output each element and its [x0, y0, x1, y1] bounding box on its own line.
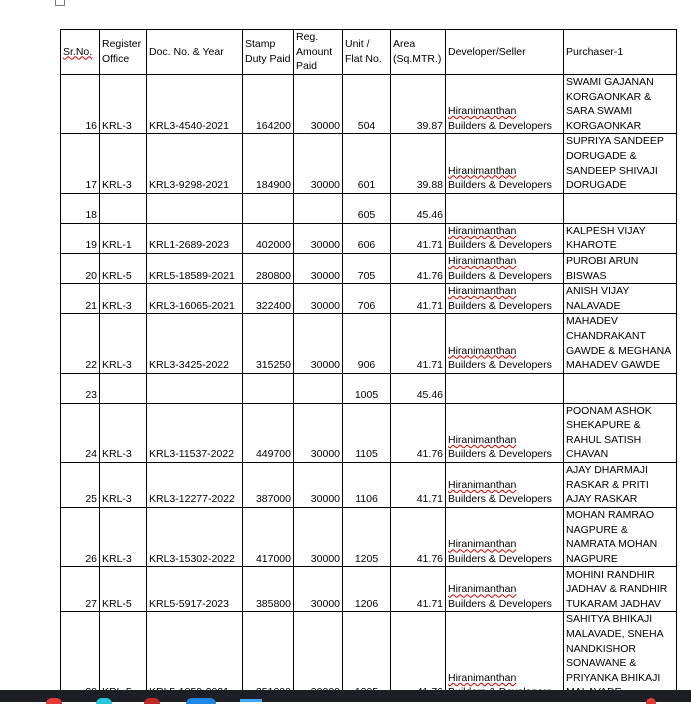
register-office-cell: KRL-5: [100, 567, 147, 612]
sr-no-cell: 19: [61, 223, 100, 253]
developer-name-line2: Builders & Developers: [448, 359, 552, 372]
stamp-duty-cell: 387000: [243, 463, 294, 508]
unit-flat-cell: 705: [343, 253, 391, 283]
doc-no-cell: KRL3-4540-2021: [147, 75, 243, 134]
stamp-duty-cell: [243, 193, 294, 223]
stamp-duty-cell: 385800: [243, 567, 294, 612]
unit-flat-cell: 1205: [343, 508, 391, 567]
stamp-duty-cell: 449700: [243, 403, 294, 462]
doc-no-cell: KRL5-5917-2023: [147, 567, 243, 612]
purchaser-cell: KALPESH VIJAY KHAROTE: [564, 223, 677, 253]
doc-no-cell: KRL3-11537-2022: [147, 403, 243, 462]
developer-name-line2: Builders & Developers: [448, 239, 552, 252]
unit-flat-cell: 601: [343, 134, 391, 193]
developer-name-line2: Builders & Developers: [448, 493, 552, 506]
area-cell: 39.87: [391, 75, 446, 134]
developer-cell: [446, 373, 564, 403]
header-purchaser: Purchaser-1: [564, 30, 677, 75]
register-office-cell: [100, 612, 147, 701]
developer-name-line1: Hiranimanthan: [448, 538, 517, 551]
table-row: [61, 567, 677, 612]
reg-amount-cell: 30000: [294, 567, 343, 612]
red-app-icon[interactable]: [46, 698, 62, 704]
header-doc-no: Doc. No. & Year: [147, 30, 243, 75]
unit-flat-cell: [343, 612, 391, 701]
table-row: [61, 134, 677, 193]
purchaser-cell: MOHINI RANDHIR JADHAV & RANDHIR TUKARAM JADHAV: [564, 567, 677, 612]
table-row: [61, 373, 677, 403]
purchaser-cell: ANISH VIJAY NALAVADE: [564, 284, 677, 314]
developer-name-line1: Hiranimanthan: [448, 285, 517, 298]
unit-flat-cell: 605: [343, 193, 391, 223]
reg-amount-cell: [294, 612, 343, 701]
reg-amount-cell: 30000: [294, 314, 343, 373]
sr-no-cell: [61, 612, 100, 701]
reg-amount-cell: 30000: [294, 134, 343, 193]
table-row: [61, 193, 677, 223]
area-cell: 41.71: [391, 463, 446, 508]
developer-name-line1: Hiranimanthan: [448, 671, 517, 684]
blue-app-icon[interactable]: [186, 698, 216, 704]
stamp-duty-cell: 184900: [243, 134, 294, 193]
register-office-cell: [100, 193, 147, 223]
header-sr-no: Sr.No.: [61, 30, 100, 75]
reg-amount-cell: 30000: [294, 463, 343, 508]
developer-cell: [446, 314, 564, 373]
stamp-duty-cell: [243, 373, 294, 403]
unit-flat-cell: 906: [343, 314, 391, 373]
sr-no-cell: 22: [61, 314, 100, 373]
doc-no-cell: KRL5-18589-2021: [147, 253, 243, 283]
purchaser-cell: [564, 193, 677, 223]
unit-flat-cell: 1206: [343, 567, 391, 612]
doc-no-cell: [147, 373, 243, 403]
reg-amount-cell: 30000: [294, 253, 343, 283]
header-register-office: Register Office: [100, 30, 147, 75]
developer-cell: [446, 223, 564, 253]
developer-cell: [446, 612, 564, 701]
purchaser-cell: AJAY DHARMAJI RASKAR & PRITI AJAY RASKAR: [564, 463, 677, 508]
register-office-cell: KRL-1: [100, 223, 147, 253]
developer-name-line2: Builders & Developers: [448, 269, 552, 282]
sr-no-cell: 27: [61, 567, 100, 612]
area-cell: 41.76: [391, 403, 446, 462]
sr-no-cell: 16: [61, 75, 100, 134]
area-cell: 41.76: [391, 253, 446, 283]
developer-name-line1: Hiranimanthan: [448, 478, 517, 491]
sr-no-cell: 17: [61, 134, 100, 193]
stamp-duty-cell: 164200: [243, 75, 294, 134]
table-body: [61, 75, 677, 701]
purchaser-cell: MAHADEV CHANDRAKANT GAWDE & MEGHANA MAHADEV GAWDE: [564, 314, 677, 373]
unit-flat-cell: 1106: [343, 463, 391, 508]
tray-red-icon[interactable]: [646, 698, 656, 704]
reg-amount-cell: 30000: [294, 508, 343, 567]
doc-no-cell: KRL3-9298-2021: [147, 134, 243, 193]
purchaser-cell: SWAMI GAJANAN KORGAONKAR & SARA SWAMI KORGAONKAR: [564, 75, 677, 134]
table-row: [61, 463, 677, 508]
stamp-duty-cell: 315250: [243, 314, 294, 373]
developer-name-line2: Builders & Developers: [448, 179, 552, 192]
table-header: [61, 30, 677, 75]
unit-flat-cell: 504: [343, 75, 391, 134]
sr-no-cell: 20: [61, 253, 100, 283]
taskbar: [0, 690, 691, 702]
developer-name-line2: Builders & Developers: [448, 119, 552, 132]
sr-no-cell: 24: [61, 403, 100, 462]
developer-cell: [446, 253, 564, 283]
register-office-cell: KRL-3: [100, 463, 147, 508]
register-office-cell: [100, 373, 147, 403]
table-row: [61, 612, 677, 701]
header-reg-amount: Reg. Amount Paid: [294, 30, 343, 75]
stamp-duty-cell: [243, 612, 294, 701]
developer-name-line2: Builders & Developers: [448, 597, 552, 610]
unit-flat-cell: 706: [343, 284, 391, 314]
header-unit-flat: Unit / Flat No.: [343, 30, 391, 75]
header-stamp-duty: Stamp Duty Paid: [243, 30, 294, 75]
registration-table: [60, 29, 677, 701]
register-office-cell: KRL-3: [100, 134, 147, 193]
developer-cell: [446, 567, 564, 612]
table-row: [61, 223, 677, 253]
sr-no-cell: 26: [61, 508, 100, 567]
developer-cell: [446, 508, 564, 567]
reg-amount-cell: 30000: [294, 284, 343, 314]
developer-cell: [446, 134, 564, 193]
table-row: [61, 403, 677, 462]
stamp-duty-cell: 322400: [243, 284, 294, 314]
area-cell: 39.88: [391, 134, 446, 193]
developer-name-line1: Hiranimanthan: [448, 254, 517, 267]
register-office-cell: KRL-5: [100, 253, 147, 283]
register-office-cell: KRL-3: [100, 75, 147, 134]
table-row: [61, 508, 677, 567]
register-office-cell: KRL-3: [100, 284, 147, 314]
purchaser-cell: POONAM ASHOK SHEKAPURE & RAHUL SATISH CHAVAN: [564, 403, 677, 462]
purchaser-cell: [564, 373, 677, 403]
reg-amount-cell: 30000: [294, 403, 343, 462]
table-row: [61, 284, 677, 314]
developer-cell: [446, 403, 564, 462]
developer-name-line1: Hiranimanthan: [448, 344, 517, 357]
developer-name-line1: Hiranimanthan: [448, 224, 517, 237]
doc-no-cell: KRL1-2689-2023: [147, 223, 243, 253]
doc-no-cell: KRL3-3425-2022: [147, 314, 243, 373]
stamp-duty-cell: 402000: [243, 223, 294, 253]
reg-amount-cell: [294, 193, 343, 223]
developer-cell: [446, 193, 564, 223]
doc-no-cell: KRL3-12277-2022: [147, 463, 243, 508]
stamp-duty-cell: 417000: [243, 508, 294, 567]
developer-name-line2: Builders & Developers: [448, 448, 552, 461]
unit-flat-cell: 1105: [343, 403, 391, 462]
area-cell: 41.71: [391, 314, 446, 373]
developer-name-line1: Hiranimanthan: [448, 433, 517, 446]
table-row: [61, 314, 677, 373]
area-cell: 41.76: [391, 508, 446, 567]
unit-flat-cell: 606: [343, 223, 391, 253]
area-cell: 45.46: [391, 373, 446, 403]
purchaser-cell: PUROBI ARUN BISWAS: [564, 253, 677, 283]
doc-no-cell: [147, 193, 243, 223]
register-office-cell: KRL-3: [100, 314, 147, 373]
row-select-checkbox[interactable]: [55, 0, 65, 6]
sr-no-cell: 23: [61, 373, 100, 403]
darkred-app-icon[interactable]: [144, 698, 160, 704]
developer-cell: [446, 284, 564, 314]
reg-amount-cell: 30000: [294, 75, 343, 134]
sr-no-cell: 21: [61, 284, 100, 314]
register-office-cell: KRL-3: [100, 508, 147, 567]
sr-no-cell: 18: [61, 193, 100, 223]
purchaser-cell: SAHITYA BHIKAJI MALAVADE, SNEHA NANDKISHOR SONAWANE & PRIYANKA BHIKAJI: [564, 612, 677, 701]
developer-cell: [446, 463, 564, 508]
developer-name-line1: Hiranimanthan: [448, 583, 517, 596]
sr-no-cell: 25: [61, 463, 100, 508]
purchaser-cell: SUPRIYA SANDEEP DORUGADE & SANDEEP SHIVAJI DORUGADE: [564, 134, 677, 193]
area-cell: 45.46: [391, 193, 446, 223]
area-cell: [391, 612, 446, 701]
developer-name-line1: Hiranimanthan: [448, 105, 517, 118]
developer-name-line1: Hiranimanthan: [448, 164, 517, 177]
header-area: Area (Sq.MTR.): [391, 30, 446, 75]
doc-no-cell: KRL3-15302-2022: [147, 508, 243, 567]
header-developer: Developer/Seller: [446, 30, 564, 75]
unit-flat-cell: 1005: [343, 373, 391, 403]
area-cell: 41.71: [391, 284, 446, 314]
table-row: [61, 253, 677, 283]
reg-amount-cell: [294, 373, 343, 403]
teal-app-icon[interactable]: [96, 698, 112, 704]
purchaser-cell: MOHAN RAMRAO NAGPURE & NAMRATA MOHAN NAGPURE: [564, 508, 677, 567]
table-row: [61, 75, 677, 134]
doc-no-cell: [147, 612, 243, 701]
reg-amount-cell: 30000: [294, 223, 343, 253]
area-cell: 41.71: [391, 567, 446, 612]
stamp-duty-cell: 280800: [243, 253, 294, 283]
area-cell: 41.71: [391, 223, 446, 253]
developer-cell: [446, 75, 564, 134]
doc-no-cell: KRL3-16065-2021: [147, 284, 243, 314]
developer-name-line2: Builders & Developers: [448, 299, 552, 312]
register-office-cell: KRL-3: [100, 403, 147, 462]
developer-name-line2: Builders & Developers: [448, 552, 552, 565]
